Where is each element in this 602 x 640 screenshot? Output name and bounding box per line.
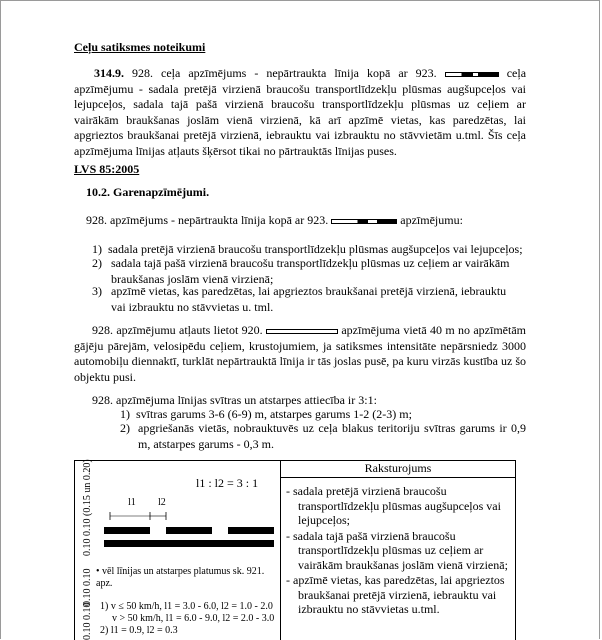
marking-920-icon <box>266 329 338 334</box>
characteristic-item: - apzīmē vietas, kas paredzētas, lai apgrieztos braukšanai pretējā virzienā, iebrauktu vai izbrauktu no stāvvietas u.tml. <box>286 573 505 616</box>
intro-928: 928. apzīmējums - nepārtraukta līnija kopā ar 923. apzīmējumu: <box>86 213 463 227</box>
rule-text-a: 928. ceļa apzīmējums - nepārtraukta līnija kopā ar 923. <box>132 66 437 80</box>
speed-rule-1: 1) v ≤ 50 km/h, l1 = 3.0 - 6.0, l2 = 1.0 - 2.0 <box>100 601 273 612</box>
characteristic-item: - sadala tajā pašā virzienā braucošu transportlīdzekļu plūsmas uz ceļiem ar vairākām braukšanas joslām vienā virzienā; <box>286 528 508 572</box>
speed-rule-2: v > 50 km/h, l1 = 6.0 - 9.0, l2 = 2.0 - 3.0 <box>112 613 275 624</box>
note-widths: • vēl līnijas un atstarpes platumus sk. 921. <box>96 566 265 577</box>
paragraph-ratio: 928. apzīmējuma līnijas svītras un atstarpes attiecība ir 3:1: <box>92 393 377 407</box>
width-label-bottom: 0.10 0.10 <box>82 602 93 640</box>
paragraph-920: 928. apzīmējumu atļauts lietot 920. apzīmējuma vietā 40 m no apzīmētām gājēju pārejām, velosipēdu ceļiem, krustojumiem, ja satiksmes intensitāte nepārsniedz 3000 automobiļu diennaktī, turklāt nepārtrauktā līnija ir tās joslas pusē, pa kuru virzās kustība uz šo objektu pusi. <box>74 323 526 384</box>
marking-928-icon <box>445 72 499 77</box>
ratio-label: l1 : l2 = 3 : 1 <box>196 476 259 490</box>
sub-item-2: 2) apgriešanās vietās, nobrauktuvēs uz ceļa blakus teritoriju svītras garums ir 0,9 m, atstarpes garums - 0,3 m. <box>120 421 526 451</box>
table-header: Raksturojums <box>281 460 515 478</box>
characteristics-list <box>286 484 512 618</box>
width-label-mid: 0.10 0.10 <box>82 568 93 606</box>
l2-label: l2 <box>158 497 166 508</box>
rule-number: 314.9. <box>94 66 124 80</box>
list-item-2: 2) sadala tajā pašā virzienā braucošu transportlīdzekļu plūsmas uz ceļiem ar vairākām braukšanas joslām vienā virzienā; <box>92 256 510 286</box>
section-title-lvs: LVS 85:2005 <box>74 162 140 176</box>
sub-item-1: 1) svītras garums 3-6 (6-9) m, atstarpes garums 1-2 (2-3) m; <box>120 407 412 421</box>
characteristic-item: - sadala pretējā virzienā braucošu transportlīdzekļu plūsmas augšupceļos vai lejupceļos; <box>286 484 501 527</box>
width-label-top: 0.10 0.10 (0.15 un 0.20) <box>82 459 93 556</box>
subsection-title: 10.2. Garenapzīmējumi. <box>86 185 210 199</box>
note-apz: apz. <box>96 578 113 589</box>
table-divider <box>280 460 281 640</box>
rule-314-9 <box>74 66 526 160</box>
rule-text-rest: apzīmējumu - sadala pretējā virzienā braucošu transportlīdzekļu plūsmas augšupceļos vai lejupceļos, sadala tajā pašā virzienā braucošu transportlīdzekļu plūsmas uz ceļiem ar vairākām braukšanas joslām vienā virzienā, kā arī apzīmē vietas, kas paredzētas, lai apgrieztos braukšanai pretējā virzienā, iebrauktu vai izbrauktu no stāvvietām u.tml. Šīs ceļa apzīmējuma līnijas atļauts šķērsot tikai no pārtrauktās līnijas puses. <box>74 81 526 158</box>
rule-text-b: ceļa <box>506 66 527 80</box>
speed-rule-3: 2) l1 = 0.9, l2 = 0.3 <box>100 625 178 636</box>
list-item-3: 3) apzīmē vietas, kas paredzētas, lai apgrieztos braukšanai pretējā virzienā, iebrauktu vai izbrauktu no stāvvietas u. tml. <box>92 284 507 314</box>
marking-928-icon <box>331 219 397 224</box>
l1-label: l1 <box>128 497 136 508</box>
list-item-1: 1) sadala pretējā virzienā braucošu transportlīdzekļu plūsmas augšupceļos vai lejupceļos; <box>92 242 523 256</box>
section-title-csn: Ceļu satiksmes noteikumi <box>74 40 206 54</box>
